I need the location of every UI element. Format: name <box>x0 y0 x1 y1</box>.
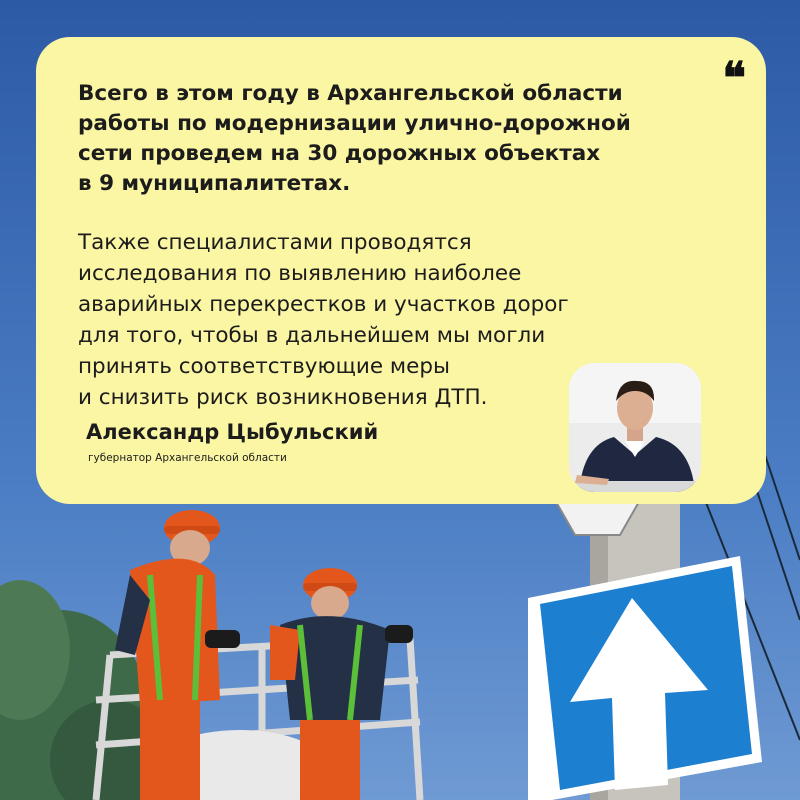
quote-body-line: для того, чтобы в дальнейшем мы могли <box>78 323 546 348</box>
quote-body <box>78 227 578 413</box>
quote-body-line: и снизить риск возникновения ДТП. <box>78 385 488 410</box>
quote-icon: ❝ <box>722 53 746 104</box>
author-portrait <box>569 363 701 492</box>
quote-body-line: принять соответствующие меры <box>78 354 450 379</box>
author-name: Александр Цыбульский <box>86 420 379 444</box>
quote-lead-line: в 9 муниципалитетах. <box>78 171 351 196</box>
quote-lead <box>78 79 718 199</box>
author-role: губернатор Архангельской области <box>88 452 287 464</box>
quote-lead-line: сети проведем на 30 дорожных объектах <box>78 141 601 166</box>
quote-body-line: исследования по выявлению наиболее <box>78 261 522 286</box>
quote-body-line: аварийных перекрестков и участков дорог <box>78 292 569 317</box>
one-way-road-sign <box>528 556 762 800</box>
quote-card <box>36 37 766 504</box>
quote-lead-line: Всего в этом году в Архангельской области <box>78 81 623 106</box>
quote-body-line: Также специалистами проводятся <box>78 230 472 255</box>
quote-lead-line: работы по модернизации улично-дорожной <box>78 111 631 136</box>
